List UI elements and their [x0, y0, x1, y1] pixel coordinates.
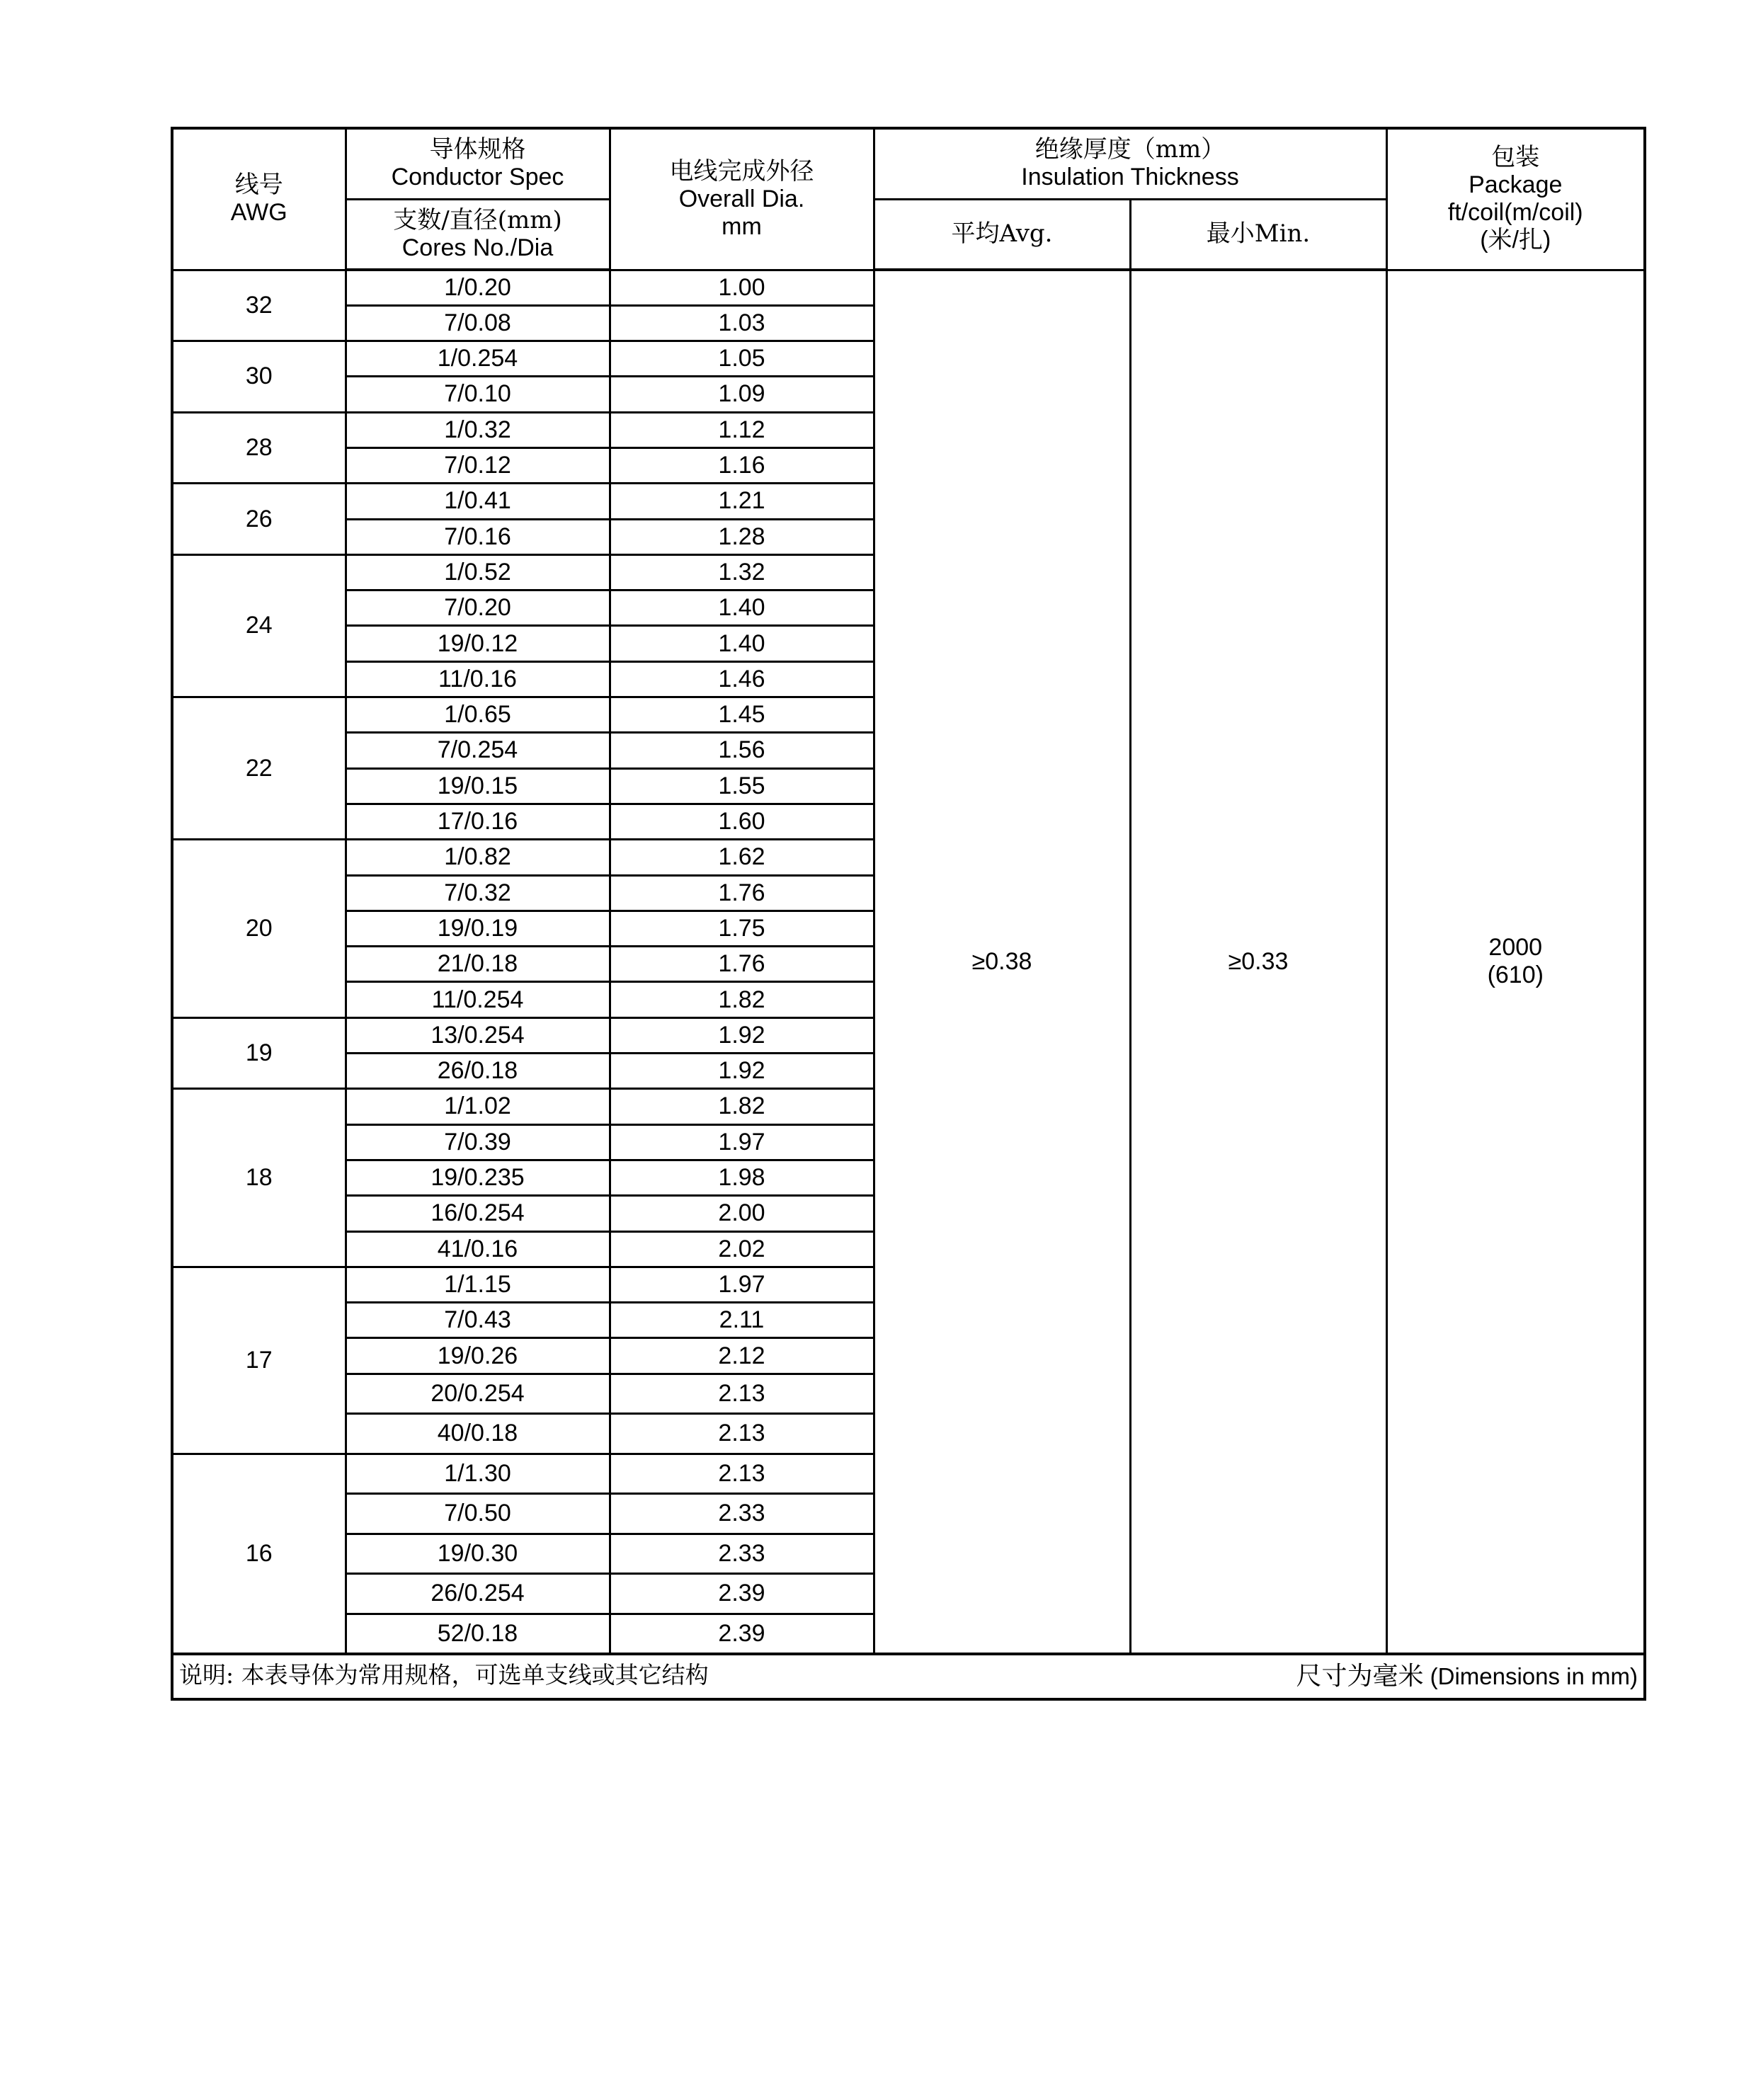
overall-dia-cell: 1.45: [610, 697, 874, 733]
cores-dia-cell: 7/0.254: [346, 733, 610, 768]
awg-cell: 28: [172, 412, 346, 484]
overall-dia-cell: 1.16: [610, 447, 874, 483]
awg-cell: 24: [172, 554, 346, 697]
cores-dia-cell: 1/1.15: [346, 1267, 610, 1302]
overall-dia-cell: 2.39: [610, 1614, 874, 1654]
cores-dia-cell: 41/0.16: [346, 1231, 610, 1267]
header-conductor-spec: 导体规格 Conductor Spec: [346, 128, 610, 199]
awg-cell: 19: [172, 1017, 346, 1089]
cores-dia-cell: 1/0.32: [346, 412, 610, 447]
awg-cell: 20: [172, 840, 346, 1017]
overall-dia-cell: 1.09: [610, 377, 874, 412]
cores-dia-cell: 7/0.08: [346, 305, 610, 341]
awg-cell: 16: [172, 1454, 346, 1654]
overall-dia-cell: 1.82: [610, 1089, 874, 1124]
cores-dia-cell: 1/0.41: [346, 484, 610, 519]
overall-dia-cell: 1.05: [610, 341, 874, 377]
cores-dia-cell: 19/0.19: [346, 911, 610, 946]
awg-cell: 32: [172, 270, 346, 341]
header-package: 包装 Package ft/coil(m/coil) (米/扎): [1386, 128, 1645, 270]
cores-dia-cell: 19/0.30: [346, 1534, 610, 1574]
header-cores-dia: 支数/直径(mm) Cores No./Dia: [346, 199, 610, 270]
overall-dia-cell: 1.40: [610, 626, 874, 661]
overall-dia-cell: 1.03: [610, 305, 874, 341]
overall-dia-cell: 2.13: [610, 1454, 874, 1494]
package-m-value: (610): [1487, 961, 1544, 989]
cores-dia-cell: 20/0.254: [346, 1374, 610, 1414]
overall-dia-cell: 1.97: [610, 1124, 874, 1160]
overall-dia-cell: 1.00: [610, 270, 874, 305]
cores-dia-cell: 11/0.254: [346, 982, 610, 1017]
cores-dia-cell: 26/0.254: [346, 1574, 610, 1614]
insulation-min-cell: ≥0.33: [1130, 270, 1386, 1654]
overall-dia-cell: 1.60: [610, 804, 874, 839]
overall-dia-cell: 2.13: [610, 1414, 874, 1454]
overall-dia-cell: 1.98: [610, 1160, 874, 1195]
overall-dia-cell: 2.33: [610, 1494, 874, 1534]
cores-dia-cell: 7/0.32: [346, 875, 610, 911]
cores-dia-cell: 21/0.18: [346, 947, 610, 982]
header-row-1: [172, 128, 1645, 199]
overall-dia-cell: 2.11: [610, 1303, 874, 1338]
cores-dia-cell: 7/0.12: [346, 447, 610, 483]
overall-dia-cell: 2.39: [610, 1574, 874, 1614]
header-avg: 平均Avg.: [874, 199, 1130, 270]
wire-spec-table: [171, 127, 1646, 1701]
cores-dia-cell: 7/0.20: [346, 590, 610, 626]
cores-dia-cell: 26/0.18: [346, 1054, 610, 1089]
overall-dia-cell: 1.82: [610, 982, 874, 1017]
overall-dia-cell: 1.32: [610, 554, 874, 590]
overall-dia-cell: 2.12: [610, 1338, 874, 1374]
overall-dia-cell: 2.13: [610, 1374, 874, 1414]
note-cell: [172, 1654, 1645, 1699]
overall-dia-cell: 1.40: [610, 590, 874, 626]
cores-dia-cell: 1/0.65: [346, 697, 610, 733]
awg-cell: 18: [172, 1089, 346, 1267]
cores-dia-cell: 19/0.12: [346, 626, 610, 661]
cores-dia-cell: 52/0.18: [346, 1614, 610, 1654]
overall-dia-cell: 2.02: [610, 1231, 874, 1267]
overall-dia-cell: 1.76: [610, 947, 874, 982]
overall-dia-cell: 1.62: [610, 840, 874, 875]
awg-cell: 22: [172, 697, 346, 840]
overall-dia-cell: 1.92: [610, 1054, 874, 1089]
overall-dia-cell: 2.33: [610, 1534, 874, 1574]
note-row: [172, 1654, 1645, 1699]
cores-dia-cell: 16/0.254: [346, 1196, 610, 1231]
overall-dia-cell: 1.28: [610, 519, 874, 554]
cores-dia-cell: 1/0.20: [346, 270, 610, 305]
header-insulation-thickness: 绝缘厚度（mm） Insulation Thickness: [874, 128, 1386, 199]
overall-dia-cell: 1.46: [610, 661, 874, 697]
cores-dia-cell: 19/0.235: [346, 1160, 610, 1195]
cores-dia-cell: 1/0.52: [346, 554, 610, 590]
overall-dia-cell: 1.97: [610, 1267, 874, 1302]
overall-dia-cell: 1.56: [610, 733, 874, 768]
insulation-avg-cell: ≥0.38: [874, 270, 1130, 1654]
units-note: 尺寸为毫米 (Dimensions in mm): [1296, 1662, 1638, 1691]
awg-cell: 30: [172, 341, 346, 413]
awg-cell: 26: [172, 484, 346, 555]
cores-dia-cell: 7/0.43: [346, 1303, 610, 1338]
table-row: [172, 270, 1645, 305]
header-awg: 线号 AWG: [172, 128, 346, 270]
note-text: 说明: 本表导体为常用规格，可选单支线或其它结构: [179, 1661, 709, 1689]
package-cell: [1386, 270, 1645, 1654]
cores-dia-cell: 11/0.16: [346, 661, 610, 697]
overall-dia-cell: 1.21: [610, 484, 874, 519]
cores-dia-cell: 7/0.10: [346, 377, 610, 412]
overall-dia-cell: 1.76: [610, 875, 874, 911]
cores-dia-cell: 40/0.18: [346, 1414, 610, 1454]
package-ft-value: 2000: [1488, 934, 1543, 961]
overall-dia-cell: 1.55: [610, 768, 874, 804]
header-min: 最小Min.: [1130, 199, 1386, 270]
cores-dia-cell: 13/0.254: [346, 1017, 610, 1053]
cores-dia-cell: 7/0.16: [346, 519, 610, 554]
cores-dia-cell: 1/0.82: [346, 840, 610, 875]
header-overall-dia: 电线完成外径 Overall Dia. mm: [610, 128, 874, 270]
cores-dia-cell: 1/1.02: [346, 1089, 610, 1124]
overall-dia-cell: 2.00: [610, 1196, 874, 1231]
cores-dia-cell: 1/1.30: [346, 1454, 610, 1494]
cores-dia-cell: 7/0.39: [346, 1124, 610, 1160]
overall-dia-cell: 1.75: [610, 911, 874, 946]
cores-dia-cell: 19/0.15: [346, 768, 610, 804]
cores-dia-cell: 1/0.254: [346, 341, 610, 377]
cores-dia-cell: 7/0.50: [346, 1494, 610, 1534]
cores-dia-cell: 19/0.26: [346, 1338, 610, 1374]
overall-dia-cell: 1.92: [610, 1017, 874, 1053]
cores-dia-cell: 17/0.16: [346, 804, 610, 839]
overall-dia-cell: 1.12: [610, 412, 874, 447]
awg-cell: 17: [172, 1267, 346, 1454]
